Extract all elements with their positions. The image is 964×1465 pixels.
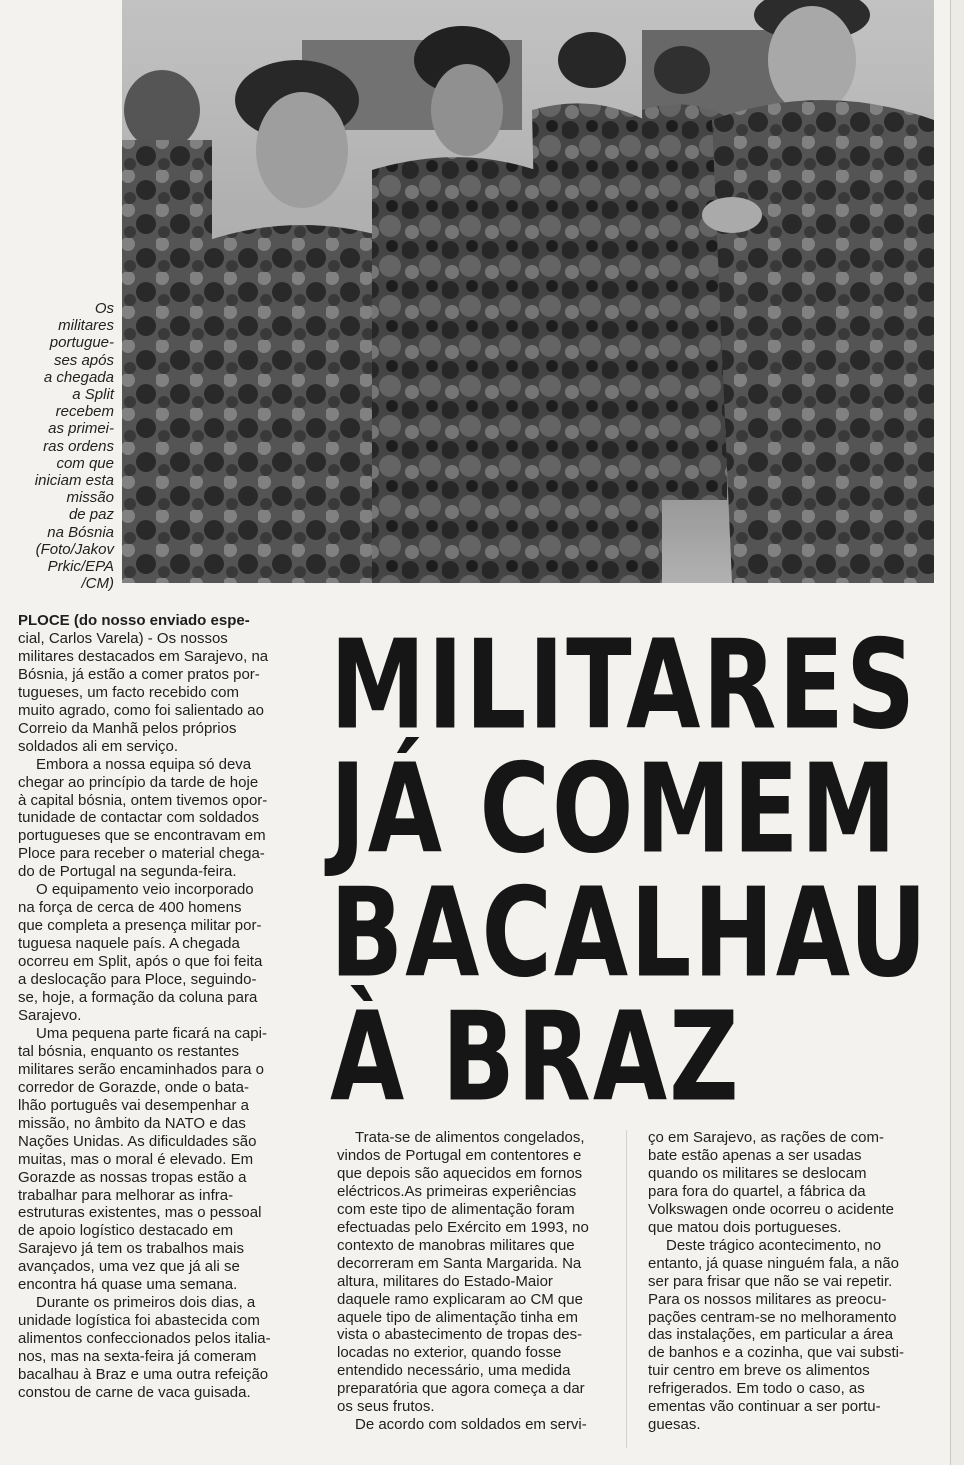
article-line: Sarajevo.	[18, 1006, 82, 1024]
article-line: Gorazde as nossas tropas estão a	[18, 1168, 247, 1186]
article-line: entanto, já quase ninguém fala, a não	[648, 1254, 900, 1272]
article-line: vista o abastecimento de tropas des-	[337, 1326, 583, 1344]
article-line: Sarajevo já tem os trabalhos mais	[18, 1240, 244, 1258]
article-line: eléctricos.As primeiras experiências	[337, 1182, 577, 1200]
article-line: Volkswagen onde ocorreu o acidente	[648, 1200, 895, 1218]
article-line: que matou dois portugueses.	[648, 1218, 842, 1236]
article-line: Ploce para receber o material chega-	[18, 845, 265, 863]
caption-line: a Split	[72, 386, 114, 404]
article-line: à capital bósnia, ontem tivemos opor-	[18, 791, 268, 809]
article-line: preparatória que agora começa a dar	[337, 1380, 585, 1398]
article-line: Embora a nossa equipa só deva	[36, 755, 252, 773]
caption-line: com que	[56, 454, 114, 472]
article-line: tugueses, um facto recebido com	[18, 683, 239, 701]
article-line: na força de cerca de 400 homens	[18, 899, 242, 917]
article-line: ço em Sarajevo, as rações de com-	[648, 1129, 884, 1146]
caption-line: de paz	[68, 506, 114, 524]
article-line: Para os nossos militares as preocu-	[648, 1290, 887, 1308]
article-line: Nações Unidas. As dificuldades são	[18, 1132, 257, 1150]
article-line: ser para frisar que não se vai repetir.	[648, 1272, 893, 1290]
headline-line: BACALHAU	[330, 861, 930, 1006]
article-column-1	[18, 612, 308, 1402]
caption-line: iniciam esta	[34, 472, 114, 490]
column-divider	[626, 1130, 627, 1448]
article-line: contexto de manobras militares que	[337, 1236, 575, 1254]
article-line: aquele tipo de alimentação tinha em	[337, 1308, 578, 1326]
article-line: quando os militares se deslocam	[648, 1164, 867, 1182]
article-line: ementas vão continuar a ser portu-	[648, 1398, 881, 1416]
news-photo	[122, 0, 934, 583]
article-line: tuir centro em breve os alimentos	[648, 1362, 870, 1380]
article-line: cial, Carlos Varela) - Os nossos	[18, 629, 228, 647]
headline-line: JÁ COMEM	[330, 737, 899, 882]
article-line: de banhos e a cozinha, que vai substi-	[648, 1344, 905, 1362]
caption-line: missão	[66, 489, 114, 507]
caption-line: Prkic/EPA	[47, 558, 114, 576]
article-line: entendido necessário, uma medida	[337, 1362, 571, 1380]
caption-line: recebem	[55, 403, 114, 421]
caption-line: Os	[94, 300, 114, 317]
article-line: refrigerados. Em todo o caso, as	[648, 1380, 865, 1398]
article-column-3	[648, 1129, 933, 1434]
article-line: locadas no exterior, quando fosse	[337, 1344, 562, 1362]
article-line: corredor de Gorazde, onde o bata-	[18, 1078, 249, 1096]
article-line: soldados ali em serviço.	[18, 737, 179, 755]
article-line: tunidade de contactar com soldados	[18, 809, 259, 827]
article-line: Correio da Manhã pelos próprios	[18, 719, 237, 737]
article-line: pações centram-se no melhoramento	[648, 1308, 897, 1326]
article-line: daquele ramo explicaram ao CM que	[337, 1290, 583, 1308]
caption-line: (Foto/Jakov	[35, 540, 114, 558]
article-line: muito agrado, como foi salientado ao	[18, 701, 264, 719]
article-line: missão, no âmbito da NATO e das	[18, 1114, 246, 1132]
article-line: O equipamento veio incorporado	[36, 881, 254, 899]
page-edge	[950, 0, 964, 1465]
article-line: militares destacados em Sarajevo, na	[18, 647, 269, 665]
article-line: unidade logística foi abastecida com	[18, 1312, 260, 1330]
article-line: PLOCE (do nosso enviado espe-	[18, 612, 250, 629]
article-line: bacalhau à Braz e uma outra refeição	[18, 1366, 269, 1384]
caption-line: /CM)	[81, 575, 114, 593]
article-line: se, hoje, a formação da coluna para	[18, 989, 258, 1007]
article-line: nos, mas na sexta-feira já comeram	[18, 1348, 257, 1366]
article-line: trabalhar para melhorar as infra-	[18, 1186, 234, 1204]
article-line: com este tipo de alimentação foram	[337, 1200, 575, 1218]
article-line: que depois são aquecidos em fornos	[337, 1164, 583, 1182]
headline-line: MILITARES	[330, 613, 918, 758]
article-line: para fora do quartel, a fábrica da	[648, 1182, 866, 1200]
photo-caption	[8, 300, 114, 592]
article-line: vindos de Portugal em contentores e	[337, 1146, 582, 1164]
caption-line: na Bósnia	[47, 523, 114, 541]
article-line: Trata-se de alimentos congelados,	[355, 1129, 585, 1146]
article-line: ocorreu em Split, após o que foi feita	[18, 953, 263, 971]
article-line: lhão português vai desempenhar a	[18, 1096, 249, 1114]
article-line: Deste trágico acontecimento, no	[666, 1236, 882, 1254]
article-line: constou de carne de vaca guisada.	[18, 1383, 251, 1401]
article-line: estruturas existentes, mas o pessoal	[18, 1204, 262, 1222]
article-line: avançados, uma vez que já ali se	[18, 1258, 240, 1276]
soldiers-photo-image	[122, 0, 934, 583]
article-line: tuguesa naquele país. A chegada	[18, 935, 240, 953]
article-column-2	[337, 1129, 617, 1434]
article-line: os seus frutos.	[337, 1398, 435, 1416]
article-line: Uma pequena parte ficará na capi-	[36, 1024, 267, 1042]
article-line: altura, militares do Estado-Maior	[337, 1272, 553, 1290]
headline-line: À BRAZ	[330, 985, 741, 1130]
caption-line: as primei-	[48, 420, 114, 438]
caption-line: portugue-	[49, 334, 114, 352]
caption-line: militares	[58, 317, 114, 335]
article-line: militares serão encaminhados para o	[18, 1060, 264, 1078]
caption-line: a chegada	[43, 368, 114, 386]
article-line: encontra há quase uma semana.	[18, 1276, 238, 1294]
article-line: alimentos confeccionados pelos italia-	[18, 1330, 271, 1348]
article-line: do de Portugal na segunda-feira.	[18, 863, 237, 881]
article-line: que completa a presença militar por-	[18, 917, 262, 935]
article-line: tal bósnia, enquanto os restantes	[18, 1042, 239, 1060]
article-line: a deslocação para Ploce, seguindo-	[18, 971, 257, 989]
article-line: de apoio logístico destacado em	[18, 1222, 234, 1240]
article-line: Durante os primeiros dois dias, a	[36, 1294, 256, 1312]
article-line: decorreram em Santa Margarida. Na	[337, 1254, 582, 1272]
article-line: bate estão apenas a ser usadas	[648, 1146, 862, 1164]
caption-line: ras ordens	[43, 437, 114, 455]
article-line: efectuadas pelo Exército em 1993, no	[337, 1218, 589, 1236]
article-line: das instalações, em particular a área	[648, 1326, 894, 1344]
article-line: portugueses que se encontravam em	[18, 827, 266, 845]
headline	[330, 606, 930, 1130]
article-line: Bósnia, já estão a comer pratos por-	[18, 665, 260, 683]
article-line: De acordo com soldados em servi-	[355, 1416, 587, 1434]
article-line: guesas.	[648, 1416, 701, 1434]
article-line: chegar ao princípio da tarde de hoje	[18, 773, 259, 791]
article-line: muitas, mas o moral é elevado. Em	[18, 1150, 254, 1168]
caption-line: ses após	[53, 351, 114, 369]
